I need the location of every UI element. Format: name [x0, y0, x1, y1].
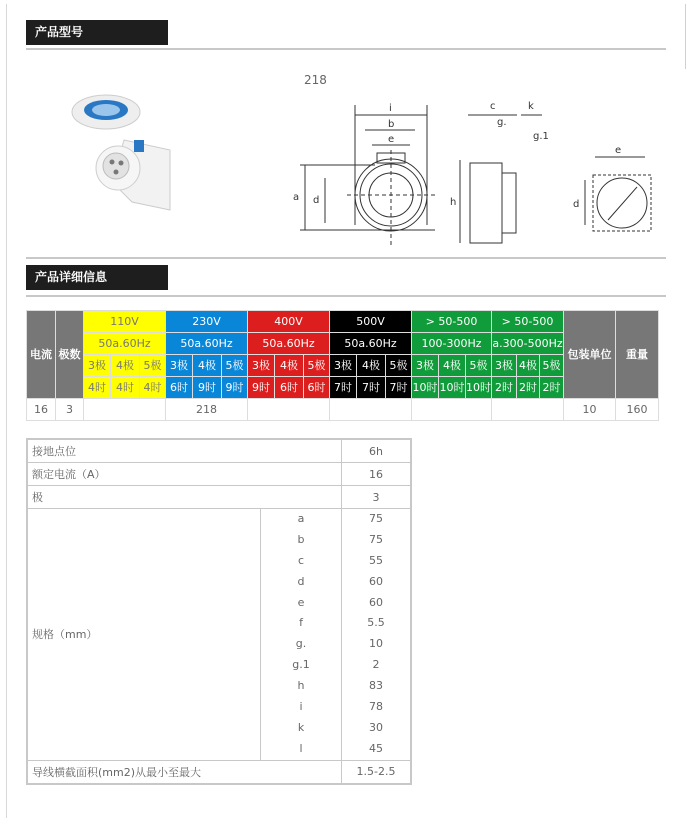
param-label-ground: 接地点位 — [27, 439, 342, 463]
hour-5-110: 4时 — [143, 381, 162, 394]
param-value-rated: 16 — [342, 463, 412, 486]
header-freq-400: 50a.60Hz — [248, 333, 330, 355]
cell-package: 10 — [564, 399, 616, 421]
param-row — [27, 760, 411, 784]
spec-table — [26, 310, 659, 421]
socket-lid — [72, 95, 140, 129]
pole-5-110: 5极 — [143, 359, 162, 372]
cell-current: 16 — [27, 399, 56, 421]
hour-5-g2: 2时 — [542, 381, 561, 394]
dim-key: g. — [295, 637, 307, 651]
dim-values — [342, 509, 412, 761]
cell-500 — [330, 399, 412, 421]
pole-3-110: 3极 — [88, 359, 106, 372]
hour-4-400: 6时 — [280, 381, 298, 394]
section-heading-model: 产品型号 — [26, 20, 168, 45]
dim-value: 75 — [369, 512, 383, 525]
pole-3-g1: 3极 — [416, 359, 434, 372]
header-current: 电流 — [27, 311, 56, 399]
param-row — [27, 486, 411, 509]
params-table — [26, 438, 412, 785]
dim-key: e — [297, 595, 305, 609]
divider — [26, 257, 666, 259]
header-voltage-230: 230V — [166, 311, 248, 333]
header-weight: 重量 — [616, 311, 659, 399]
param-value-ground: 6h — [342, 439, 412, 463]
hour-3-g2: 2时 — [495, 381, 513, 394]
dim-value: 5.5 — [367, 616, 385, 630]
dim-value: 30 — [369, 720, 383, 734]
pole-4-g2: 4极 — [519, 359, 537, 372]
dim-value: 75 — [369, 532, 383, 546]
pole-5-g2: 5极 — [542, 359, 561, 372]
pole-4-110: 4极 — [116, 359, 134, 372]
hour-5-230: 9时 — [225, 381, 244, 394]
hour-5-500: 7时 — [389, 381, 408, 394]
param-row — [27, 439, 411, 463]
table-row — [27, 399, 659, 421]
dim-label-h: h — [450, 197, 457, 208]
param-value-wire: 1.5-2.5 — [342, 760, 412, 784]
side-view — [460, 115, 542, 243]
right-border — [685, 4, 686, 69]
header-voltage-500: 500V — [330, 311, 412, 333]
dim-label-a: a — [293, 192, 300, 203]
pole-5-g1: 5极 — [469, 359, 488, 372]
left-border — [6, 4, 7, 818]
dim-key: g.1 — [292, 658, 310, 672]
header-poles: 极数 — [56, 311, 84, 399]
dim-value: 55 — [369, 553, 383, 567]
param-label-pole: 极 — [27, 486, 342, 509]
dim-label-i: i — [389, 103, 392, 114]
cell-300-500 — [492, 399, 564, 421]
pole-5-400: 5极 — [307, 359, 326, 372]
cell-poles: 3 — [56, 399, 84, 421]
divider — [26, 295, 666, 297]
dim-key: k — [297, 720, 305, 734]
dim-value: 60 — [369, 595, 383, 609]
model-number: 218 — [304, 73, 327, 87]
dim-label-g: g. — [497, 117, 507, 128]
socket-body — [96, 140, 170, 210]
dim-label-d: d — [313, 195, 320, 206]
dim-key: d — [297, 574, 305, 588]
param-label-rated: 额定电流（A） — [27, 463, 342, 486]
pole-4-500: 4极 — [362, 359, 380, 372]
dim-label-g1: g.1 — [533, 131, 549, 142]
cell-weight: 160 — [616, 399, 659, 421]
pole-3-g2: 3极 — [495, 359, 513, 372]
pole-4-400: 4极 — [280, 359, 298, 372]
header-voltage-400: 400V — [248, 311, 330, 333]
hour-4-110: 4时 — [116, 381, 134, 394]
hour-5-g1: 10时 — [466, 381, 491, 394]
header-freq-110: 50a.60Hz — [84, 333, 166, 355]
header-freq-100-300: 100-300Hz — [412, 333, 492, 355]
dim-value: 2 — [372, 658, 380, 672]
dim-key: i — [299, 700, 303, 714]
mount-view — [585, 157, 651, 231]
param-row — [27, 463, 411, 486]
header-voltage-50-500-a: > 50-500 — [412, 311, 492, 333]
param-label-dims: 规格（mm） — [27, 509, 261, 761]
pole-5-500: 5极 — [389, 359, 408, 372]
hour-4-g1: 10时 — [439, 381, 465, 394]
front-view — [300, 105, 435, 245]
param-row-dims — [27, 509, 411, 761]
param-label-wire: 导线横截面积(mm2)从最小至最大 — [27, 760, 342, 784]
dim-value: 78 — [369, 700, 383, 714]
dim-value: 83 — [369, 679, 383, 693]
dim-label-b: b — [388, 119, 395, 130]
pole-5-230: 5极 — [225, 359, 244, 372]
dim-key: h — [297, 679, 305, 693]
dim-label-e: e — [388, 134, 395, 145]
dim-key: l — [299, 741, 303, 755]
dim-label-d2: d — [573, 199, 580, 210]
product-image — [66, 90, 178, 215]
header-voltage-50-500-b: > 50-500 — [492, 311, 564, 333]
dim-value: 45 — [369, 741, 383, 755]
pole-3-400: 3极 — [252, 359, 270, 372]
header-freq-230: 50a.60Hz — [166, 333, 248, 355]
hour-3-500: 7时 — [334, 381, 352, 394]
hour-4-500: 7时 — [362, 381, 380, 394]
dim-keys — [261, 509, 342, 761]
pole-3-230: 3极 — [170, 359, 188, 372]
pole-4-230: 4极 — [198, 359, 216, 372]
hour-5-400: 6时 — [307, 381, 326, 394]
hour-3-400: 9时 — [252, 381, 270, 394]
header-freq-500: 50a.60Hz — [330, 333, 412, 355]
dimension-diagram — [285, 95, 685, 250]
dim-value: 10 — [369, 637, 383, 651]
dim-label-k: k — [528, 101, 534, 112]
dim-value: 60 — [369, 574, 383, 588]
header-package: 包装单位 — [564, 311, 616, 399]
hour-3-230: 6时 — [170, 381, 188, 394]
hour-4-g2: 2时 — [519, 381, 537, 394]
cell-400 — [248, 399, 330, 421]
dim-key: c — [297, 553, 305, 567]
hour-4-230: 9时 — [198, 381, 216, 394]
pole-3-500: 3极 — [334, 359, 352, 372]
hour-3-g1: 10时 — [412, 381, 438, 394]
dim-key: a — [297, 512, 305, 525]
dim-key: f — [299, 616, 303, 630]
header-freq-300-500: a.300-500Hz — [492, 333, 564, 355]
divider — [26, 48, 666, 50]
dim-key: b — [297, 532, 305, 546]
pole-4-g1: 4极 — [443, 359, 461, 372]
section-heading-detail: 产品详细信息 — [26, 265, 168, 290]
hour-3-110: 4时 — [88, 381, 106, 394]
cell-230: 218 — [166, 399, 248, 421]
cell-100-300 — [412, 399, 492, 421]
param-value-pole: 3 — [342, 486, 412, 509]
dim-label-e2: e — [615, 145, 622, 156]
header-voltage-110: 110V — [84, 311, 166, 333]
cell-110 — [84, 399, 166, 421]
dim-label-c: c — [490, 101, 496, 112]
